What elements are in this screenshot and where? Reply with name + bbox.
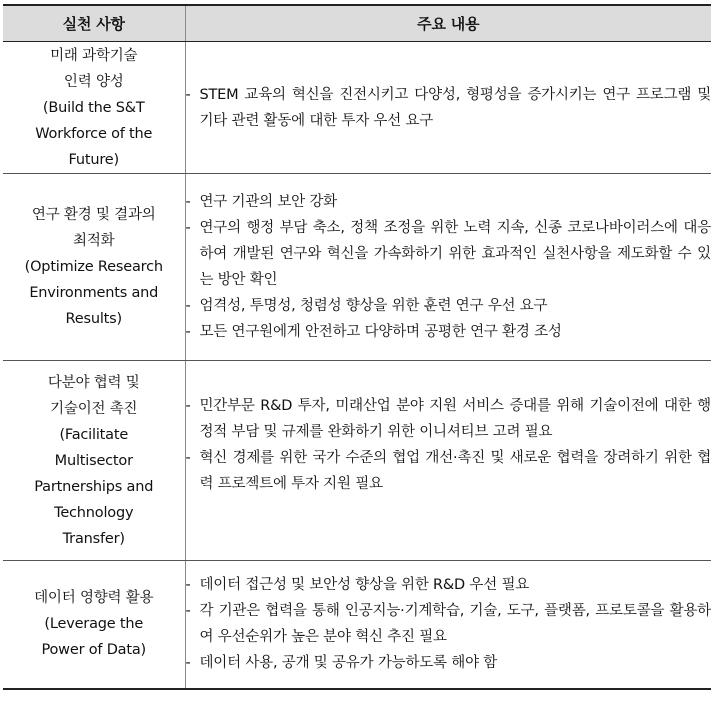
category-label-ko: 미래 과학기술 <box>50 47 138 64</box>
category-label-ko: 데이터 영향력 활용 <box>34 590 154 607</box>
list-item: - 연구의 행정 부담 축소, 정책 조정을 위한 노력 지속, 신종 코로나바이러스에 대응하여 개발된 연구와 혁신을 가속화하기 위한 효과적인 실천사항을 제도화할 수 있는 방안 확인 <box>186 215 712 293</box>
category-label-en: (Leverage the <box>44 616 144 633</box>
list-item: - 엄격성, 투명성, 청렴성 향상을 위한 훈련 연구 우선 요구 <box>186 293 712 319</box>
table-row <box>3 42 711 174</box>
category-label-en: Workforce of the <box>35 125 153 142</box>
list-item: - 연구 기관의 보안 강화 <box>186 189 712 215</box>
list-item: - 데이터 접근성 및 보안성 향상을 위한 R&D 우선 필요 <box>186 572 712 598</box>
category-label-en: Results) <box>65 311 122 327</box>
category-label-en: Future) <box>68 151 119 168</box>
content-cell <box>185 42 711 174</box>
action-items-table <box>3 4 711 690</box>
category-label-ko: 기술이전 촉진 <box>50 400 138 417</box>
content-cell <box>185 361 711 561</box>
list-item: - STEM 교육의 혁신을 진전시키고 다양성, 형평성을 증가시키는 연구 프로그램 및 기타 관련 활동에 대한 투자 우선 요구 <box>186 82 712 134</box>
content-cell <box>185 174 711 361</box>
list-item: - 각 기관은 협력을 통해 인공지능·기계학습, 기술, 도구, 플랫폼, 프로토콜을 활용하여 우선순위가 높은 분야 혁신 추진 필요 <box>186 598 712 650</box>
header-action-item: 실천 사항 <box>3 5 185 42</box>
table-header-row <box>3 5 711 42</box>
list-item: - 데이터 사용, 공개 및 공유가 가능하도록 해야 함 <box>186 650 712 676</box>
table-row <box>3 174 711 361</box>
category-label-en: (Optimize Research <box>24 259 163 275</box>
list-item: - 혁신 경제를 위한 국가 수준의 협업 개선·촉진 및 새로운 협력을 장려하기 위한 협력 프로젝트에 투자 지원 필요 <box>186 445 712 497</box>
category-label-en: Environments and <box>29 285 159 301</box>
category-label-en: Multisector <box>54 452 133 469</box>
table-row <box>3 361 711 561</box>
category-label-ko: 연구 환경 및 결과의 <box>31 207 156 223</box>
table-row <box>3 561 711 689</box>
category-label-en: Transfer) <box>62 530 125 547</box>
content-cell <box>185 561 711 689</box>
list-item: - 모든 연구원에게 안전하고 다양하며 공평한 연구 환경 조성 <box>186 319 712 345</box>
category-label-ko: 최적화 <box>73 233 115 249</box>
category-label-en: (Build the S&T <box>42 99 145 116</box>
category-cell <box>3 361 185 561</box>
list-item: - 민간부문 R&D 투자, 미래산업 분야 지원 서비스 증대를 위해 기술이전에 대한 행정적 부담 및 규제를 완화하기 위한 이니셔티브 고려 필요 <box>186 393 712 445</box>
category-cell <box>3 174 185 361</box>
category-label-en: Partnerships and <box>34 478 154 495</box>
category-cell <box>3 561 185 689</box>
category-label-ko: 다분야 협력 및 <box>47 374 140 391</box>
category-label-en: (Facilitate <box>59 426 129 443</box>
category-label-ko: 인력 양성 <box>63 73 124 90</box>
category-cell <box>3 42 185 174</box>
header-main-content: 주요 내용 <box>185 5 711 42</box>
category-label-en: Power of Data) <box>41 642 146 659</box>
category-label-en: Technology <box>54 504 134 521</box>
